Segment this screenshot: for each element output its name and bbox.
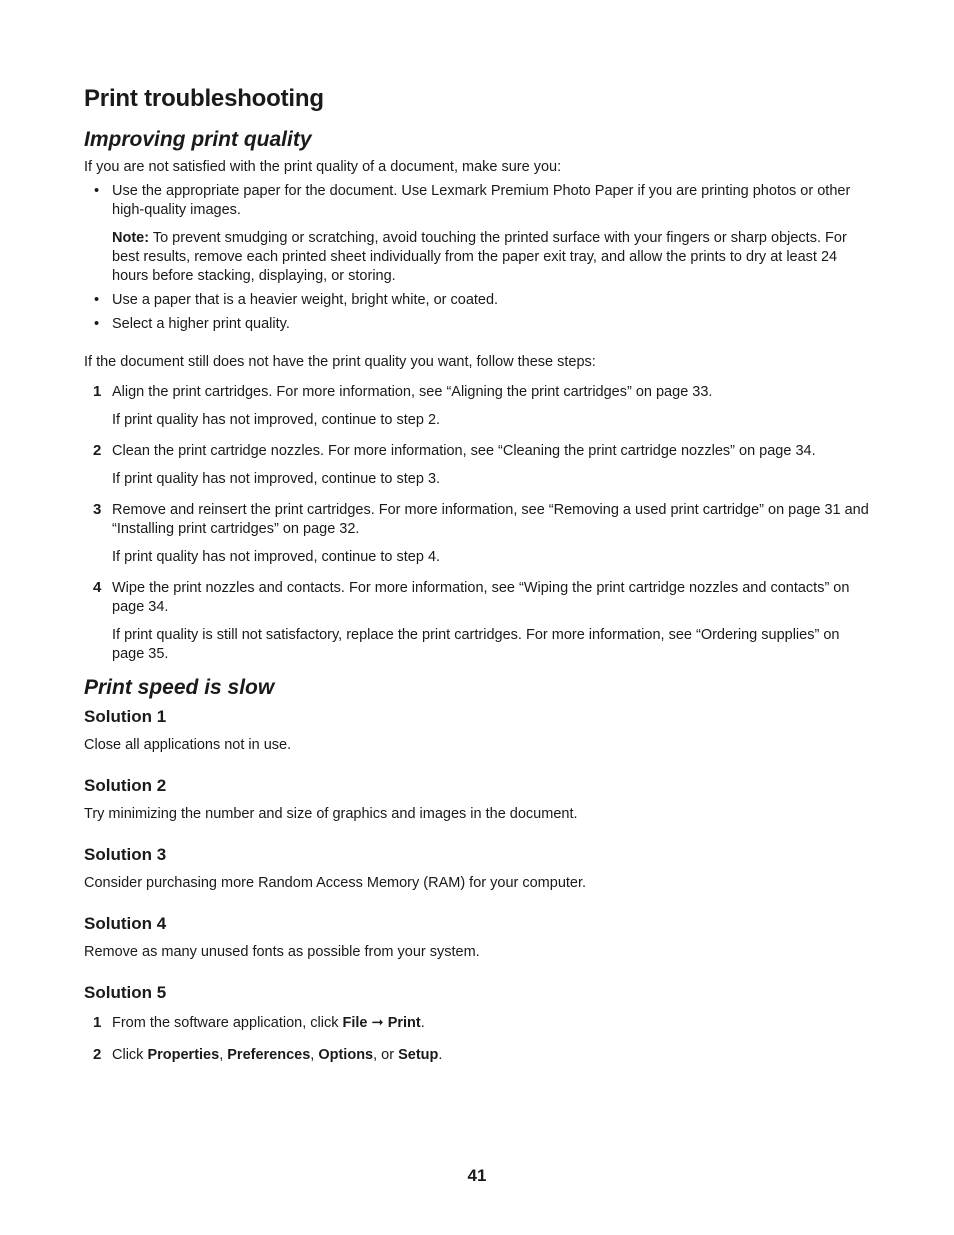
step-text: Clean the print cartridge nozzles. For more information, see “Cleaning the print cartridge nozzles” on page 34.	[112, 443, 816, 459]
step-item	[84, 442, 874, 489]
solution-text: Consider purchasing more Random Access Memory (RAM) for your computer.	[84, 875, 587, 891]
arrow-icon: ➞	[371, 1015, 384, 1031]
note-label: Note:	[112, 230, 150, 246]
step-number: 1	[93, 1014, 102, 1031]
option-options: Options	[318, 1047, 374, 1063]
list-item	[84, 315, 874, 334]
solution-heading: Solution 1	[84, 707, 167, 726]
page-title: Print troubleshooting	[84, 85, 324, 112]
step-text: Wipe the print nozzles and contacts. For more information, see “Wiping the print cartridge nozzles and contacts” on page 34.	[112, 580, 850, 615]
bullet-text: Use the appropriate paper for the document. Use Lexmark Premium Photo Paper if you are printing photos or other high-quality images.	[112, 183, 851, 218]
bullet-list	[84, 182, 874, 220]
step-text: Remove and reinsert the print cartridges. For more information, see “Removing a used print cartridge” on page 31 and “Installing print cartridges” on page 32.	[112, 502, 869, 537]
step-item	[84, 501, 874, 567]
menu-print: Print	[387, 1015, 421, 1031]
step-text-part: ,	[310, 1047, 319, 1063]
note-text: To prevent smudging or scratching, avoid touching the printed surface with your fingers or sharp objects. For best results, remove each printed sheet individually from the paper exit tray, and allow the prints to dry at least 24 hours before stacking, displaying, or storing.	[112, 230, 847, 284]
solution-heading: Solution 4	[84, 914, 167, 933]
bullet-icon: •	[94, 316, 100, 332]
step-text	[112, 1046, 874, 1065]
step-followup: If print quality has not improved, continue to step 2.	[112, 412, 441, 428]
step-number: 2	[93, 442, 102, 459]
step-item	[84, 383, 874, 430]
step-item	[84, 1014, 874, 1033]
section-heading-print-speed: Print speed is slow	[84, 676, 275, 699]
bullet-icon: •	[94, 292, 100, 308]
step-text	[112, 1014, 874, 1033]
section-heading-print-quality: Improving print quality	[84, 128, 312, 151]
solution-heading: Solution 2	[84, 776, 167, 795]
step-text-part: From the software application, click	[112, 1015, 343, 1031]
solution-text: Close all applications not in use.	[84, 737, 292, 753]
step-number: 4	[93, 579, 102, 596]
steps-intro: If the document still does not have the print quality you want, follow these steps:	[84, 354, 596, 370]
step-item	[84, 1046, 874, 1065]
step-followup: If print quality has not improved, continue to step 3.	[112, 471, 441, 487]
step-text-part: .	[438, 1047, 443, 1063]
step-number: 1	[93, 383, 102, 400]
list-item	[84, 182, 874, 220]
steps-list	[84, 383, 874, 664]
step-text-part: ,	[219, 1047, 228, 1063]
step-text-part: .	[420, 1015, 425, 1031]
step-number: 2	[93, 1046, 102, 1063]
solution-text: Remove as many unused fonts as possible from your system.	[84, 944, 480, 960]
step-item	[84, 579, 874, 664]
solution-heading: Solution 3	[84, 845, 167, 864]
step-text-part: Click	[112, 1047, 148, 1063]
step-followup: If print quality is still not satisfactory, replace the print cartridges. For more information, see “Ordering supplies” on page 35.	[112, 627, 840, 662]
option-preferences: Preferences	[227, 1047, 311, 1063]
bullet-text: Use a paper that is a heavier weight, bright white, or coated.	[112, 292, 499, 308]
menu-file: File	[342, 1015, 368, 1031]
list-item	[84, 291, 874, 310]
intro-paragraph: If you are not satisfied with the print quality of a document, make sure you:	[84, 159, 562, 175]
bullet-icon: •	[94, 183, 100, 199]
step-text-part: , or	[373, 1047, 399, 1063]
page-number: 41	[467, 1166, 487, 1185]
bullet-list	[84, 291, 874, 334]
bullet-text: Select a higher print quality.	[112, 316, 290, 332]
solution-text: Try minimizing the number and size of graphics and images in the document.	[84, 806, 578, 822]
step-number: 3	[93, 501, 102, 518]
solution5-steps	[84, 1014, 874, 1065]
note-paragraph	[84, 229, 874, 286]
solution-heading: Solution 5	[84, 983, 167, 1002]
step-followup: If print quality has not improved, continue to step 4.	[112, 549, 441, 565]
step-text: Align the print cartridges. For more information, see “Aligning the print cartridges” on page 33.	[112, 384, 713, 400]
option-properties: Properties	[147, 1047, 220, 1063]
option-setup: Setup	[398, 1047, 439, 1063]
document-page	[84, 82, 874, 1065]
